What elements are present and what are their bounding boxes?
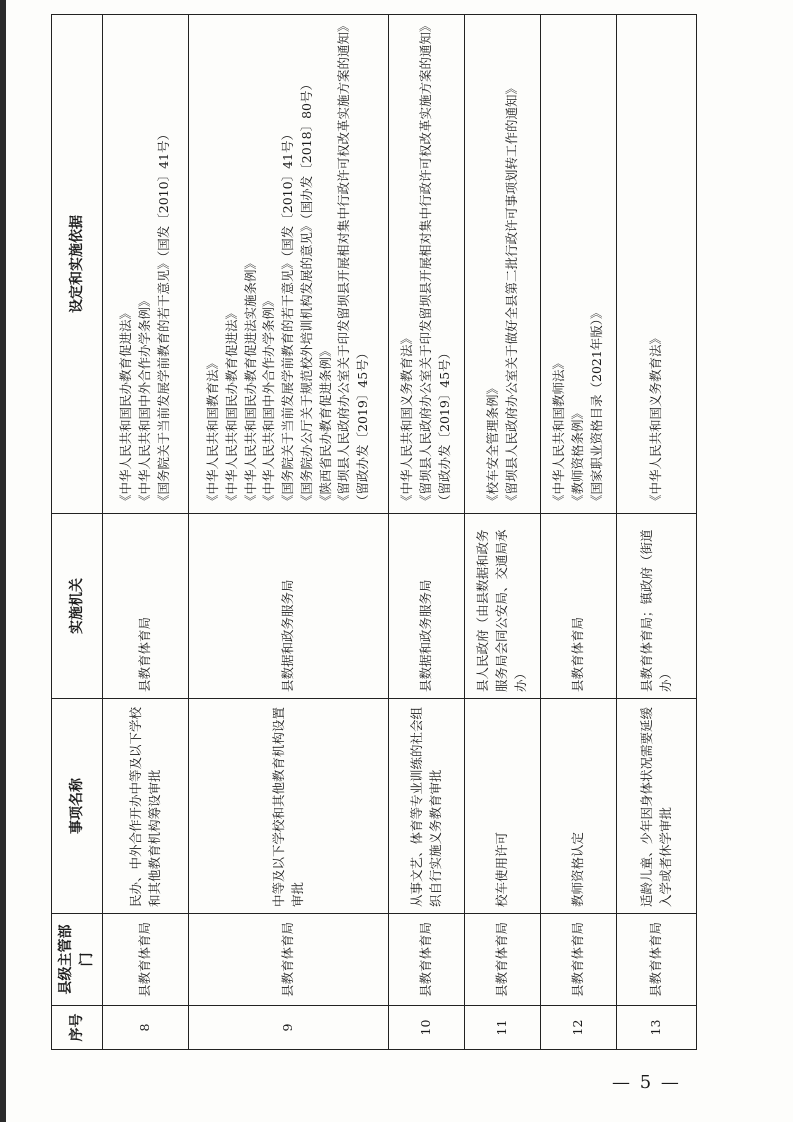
basis-line: 《教师资格条例》	[570, 406, 586, 507]
row-item: 适龄儿童、少年因身体状况需要延缓入学或者休学审批	[617, 699, 697, 914]
header-agency: 实施机关	[52, 514, 103, 699]
row-no: 9	[189, 1006, 389, 1050]
basis-line: 《陕西省民办教育促进条例》	[317, 344, 333, 507]
row-item: 中等及以下学校和其他教育机构设置审批	[189, 699, 389, 914]
basis-line: 《中华人民共和国义务教育法》	[648, 331, 664, 507]
basis-line: 《留坝县人民政府办公室关于印发留坝县开展相对集中行政许可权改革实施方案的通知》（留政办发〔2019〕45号）	[418, 25, 452, 507]
row-dept: 县教育体育局	[541, 914, 617, 1006]
row-dept: 县教育体育局	[389, 914, 465, 1006]
scan-edge	[0, 0, 6, 1122]
row-dept: 县教育体育局	[617, 914, 697, 1006]
header-no: 序号	[52, 1006, 103, 1050]
header-basis: 设定和实施依据	[52, 15, 103, 514]
basis-line: 《国务院办公厅关于规范校外培训机构发展的意见》（国办发〔2018〕80号）	[298, 78, 314, 507]
header-dept: 县级主管部门	[52, 914, 103, 1006]
row-agency: 县教育体育局	[103, 514, 189, 699]
basis-line: 《中华人民共和国民办教育促进法》	[118, 306, 134, 507]
row-dept: 县教育体育局	[103, 914, 189, 1006]
basis-line: 《中华人民共和国中外合作办学条例》	[261, 294, 277, 507]
table-row	[617, 15, 697, 1050]
basis-line: 《校车安全管理条例》	[484, 381, 500, 507]
basis-line: 《国务院关于当前发展学前教育的若干意见》（国发〔2010〕41号）	[280, 128, 296, 507]
page-number: — 5 —	[612, 1072, 681, 1093]
row-basis	[389, 15, 465, 514]
table-row	[465, 15, 541, 1050]
row-dept: 县教育体育局	[189, 914, 389, 1006]
row-item: 教师资格认定	[541, 699, 617, 914]
row-no: 11	[465, 1006, 541, 1050]
basis-line: 《中华人民共和国中外合作办学条例》	[137, 294, 153, 507]
table-header-row	[52, 15, 103, 1050]
basis-line: 《中华人民共和国教育法》	[205, 356, 221, 507]
row-basis	[189, 15, 389, 514]
basis-line: 《中华人民共和国义务教育法》	[399, 331, 415, 507]
row-no: 10	[389, 1006, 465, 1050]
basis-line: 《国务院关于当前发展学前教育的若干意见》（国发〔2010〕41号）	[155, 128, 171, 507]
table-row	[103, 15, 189, 1050]
row-dept: 县教育体育局	[465, 914, 541, 1006]
basis-line: 《中华人民共和国民办教育促进法》	[223, 306, 239, 507]
table-row	[541, 15, 617, 1050]
row-basis	[617, 15, 697, 514]
row-item: 从事文艺、体育等专业训练的社会组织自行实施义务教育审批	[389, 699, 465, 914]
rotated-document	[51, 15, 691, 1050]
table-row	[389, 15, 465, 1050]
approval-items-table	[51, 14, 697, 1050]
row-basis	[541, 15, 617, 514]
row-no: 13	[617, 1006, 697, 1050]
row-no: 8	[103, 1006, 189, 1050]
row-agency: 县数据和政务服务局	[189, 514, 389, 699]
row-basis	[465, 15, 541, 514]
basis-line: 《留坝县人民政府办公室关于印发留坝县开展相对集中行政许可权改革实施方案的通知》（留政办发〔2019〕45号）	[336, 25, 371, 507]
row-no: 12	[541, 1006, 617, 1050]
row-item: 民办、中外合作开办中等及以下学校和其他教育机构筹设审批	[103, 699, 189, 914]
row-agency: 县教育体育局	[541, 514, 617, 699]
row-agency: 县人民政府（由县数据和政务服务局会同公安局、交通局承办）	[465, 514, 541, 699]
basis-line: 《留坝县人民政府办公室关于做好全县第二批行政许可事项划转工作的通知》	[503, 81, 519, 507]
basis-line: 《国家职业资格目录（2021年版）》	[588, 306, 604, 507]
header-item: 事项名称	[52, 699, 103, 914]
basis-line: 《中华人民共和国民办教育促进法实施条例》	[242, 256, 258, 507]
table-row	[189, 15, 389, 1050]
basis-line: 《中华人民共和国教师法》	[551, 356, 567, 507]
row-agency: 县数据和政务服务局	[389, 514, 465, 699]
row-agency: 县教育体育局；镇政府（街道办）	[617, 514, 697, 699]
row-item: 校车使用许可	[465, 699, 541, 914]
row-basis	[103, 15, 189, 514]
